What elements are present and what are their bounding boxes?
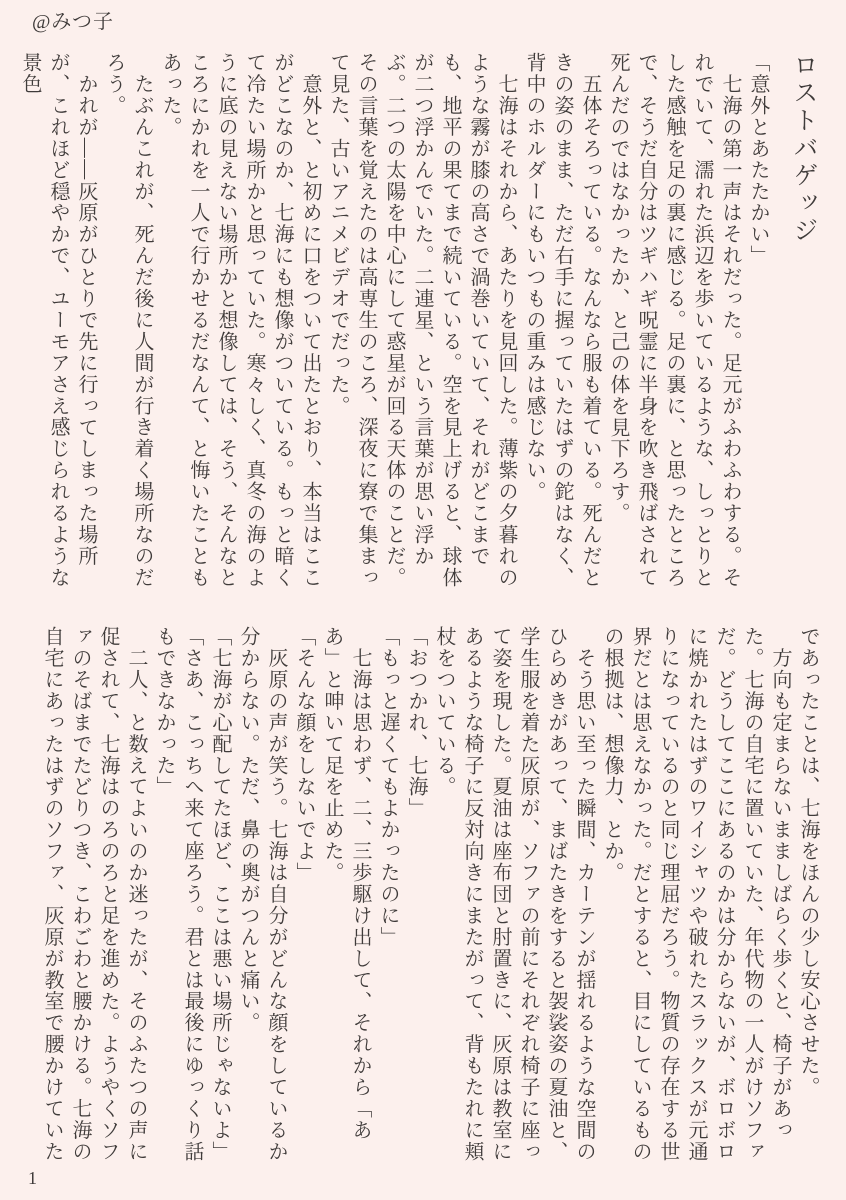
story-title: ロストバゲッジ — [790, 52, 817, 245]
paragraph: 二人、と数えてよいのか迷ったが、そのふたつの声に促されて、七海はのろのろと足を進めた。ようやくソファのそばまでたどりつき、こわごわと腰かける。七海の自宅にあったはずのソファ、灰原が教室で腰かけていた — [41, 626, 147, 1163]
paragraph: 五体そろっている。なんなら服も着ている。死んだときの姿のまま、ただ右手に握っていたはずの鉈はなく、背中のホルダーにもいつもの重みは感じない。 — [523, 52, 601, 589]
paragraph: 七海はそれから、あたりを見回した。薄紫の夕暮れのような霧が膝の高さで渦巻いていて、それがどこまでも、地平の果てまで続いている。空を見上げると、球体が二つ浮かんでいた。二連星、という言葉が思い浮かぶ。二つの太陽を中心にして惑星が回る天体のことだ。その言葉を覚えたのは高専生のころ、深夜に寮で集まって見た、古いアニメビデオでだった。 — [327, 52, 517, 589]
text-block-top — [16, 52, 822, 590]
text-block-bottom — [38, 626, 822, 1164]
paragraph: であったことは、七海をほんの少し安心させた。 — [797, 626, 819, 1098]
paragraph: 方向も定まらないまましばらく歩くと、椅子があった。七海の自宅に置いていた、年代物の一人がけソファだ。どうしてここにあるのかは分からないが、ボロボロに焼かれたはずのワイシャツや破れたスラックスが元通りになっているのと同じ理屈だろう。物質の存在する世界だとは思えなかった。だとすると、目にしているものの根拠は、想像力、とか。 — [601, 626, 791, 1163]
author-handle: @みつ子 — [32, 11, 115, 33]
paragraph: 「もっと遅くてもよかったのに」 — [377, 626, 399, 948]
page-number: 1 — [28, 1168, 37, 1188]
paragraph: かれが――灰原がひとりで先に行ってしまった場所が、これほど穏やかで、ユーモアさえ感じられるような景色 — [19, 52, 97, 589]
paragraph: そう思い至った瞬間、カーテンが揺れるような空間のひらめきがあって、まばたきをすると袈裟姿の夏油と、学生服を着た灰原が、ソファの前にそれぞれ椅子に座って姿を現した。夏油は座布団と肘置きに、灰原は教室にあるような椅子に反対向きにまたがって、背もたれに頬杖をついている。 — [433, 626, 595, 1163]
paragraph: 灰原の声が笑う。七海は自分がどんな顔をしているか分からない。ただ、鼻の奥がつんと痛い。 — [237, 626, 287, 1163]
paragraph: 七海の第一声はそれだった。足元がふわふわする。それでいて、濡れた浜辺を歩いているような、しっとりとした感触を足の裏に感じる。足の裏に、と思ったところで、そうだ自分はツギハギ呪霊に半身を吹き飛ばされて死んだのではなかったか、と己の体を見下ろす。 — [607, 52, 741, 589]
paragraph: 「おつかれ、七海」 — [405, 626, 427, 820]
paragraph: 「さあ、こっちへ来て座ろう。君とは最後にゆっくり話もできなかった」 — [153, 626, 203, 1163]
paragraph: 「意外とあたたかい」 — [747, 52, 769, 267]
paragraph: 「七海が心配してたほど、ここは悪い場所じゃないよ」 — [209, 626, 231, 1163]
paragraph: 「そんな顔をしないでよ」 — [293, 626, 315, 884]
paragraph: 七海は思わず、二、三歩駆け出して、それから「ああ」と呻いて足を止めた。 — [321, 626, 371, 1141]
paragraph: 意外と、と初めに口をついて出たとおり、本当はここがどこなのか、七海にも想像がついている。もっと暗くて冷たい場所かと思っていた。寒々しく、真冬の海のように底の見えない場所かと想像しては、そう、そんなところにかれを一人で行かせるだなんて、と悔いたこともあった。 — [159, 52, 321, 589]
paragraph: たぶんこれが、死んだ後に人間が行き着く場所なのだろう。 — [103, 52, 153, 589]
